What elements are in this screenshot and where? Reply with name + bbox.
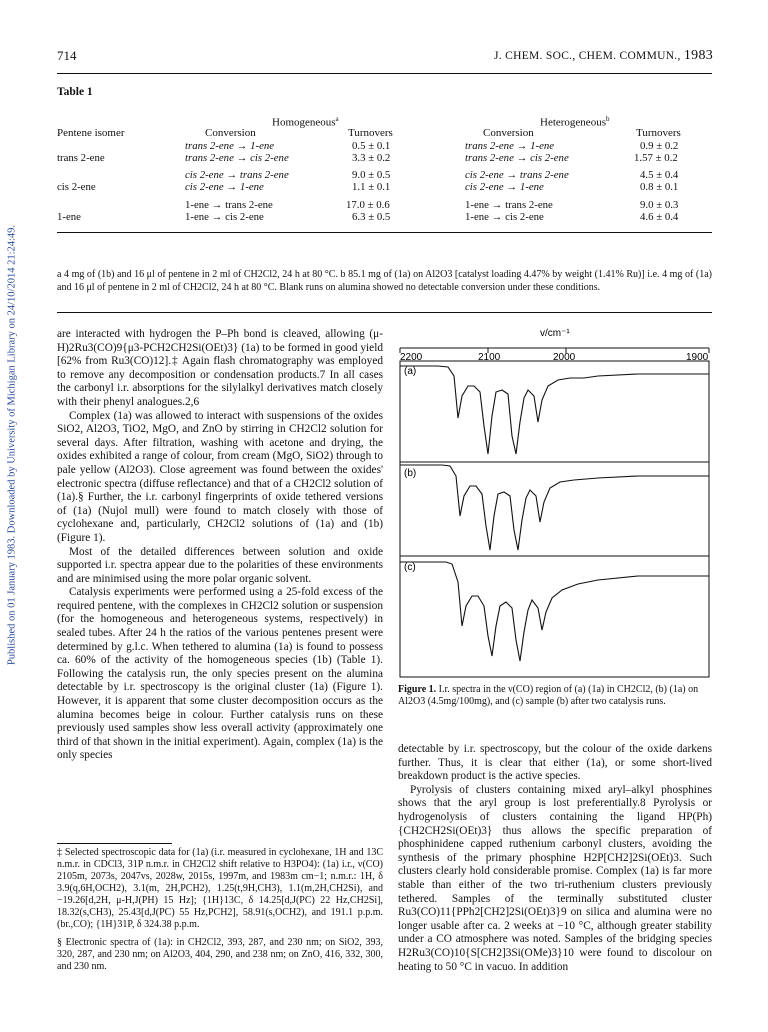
right-column	[398, 743, 712, 974]
table-col-het-conversion: Conversion	[483, 127, 534, 139]
table-cell-het-turn: 1.57 ± 0.2	[634, 152, 678, 164]
table-cell-het-turn: 0.9 ± 0.2	[640, 140, 679, 152]
table-col-het-turnovers: Turnovers	[636, 127, 681, 139]
footnote-electronic: § Electronic spectra of (1a): in CH2Cl2, 393, 287, and 230 nm; on SiO2, 393, 320, 287, and 230 nm; on Al2O3, 404, 290, and 238 nm; on ZnO, 416, 332, 300, and 230 nm.	[57, 937, 383, 972]
spectrum-trace-a	[400, 366, 709, 454]
table-group-heterogeneous	[540, 115, 609, 129]
panel-label-b: (b)	[404, 468, 417, 479]
plot-frame	[400, 361, 709, 677]
table-bottom-rule	[57, 232, 712, 233]
table-row-isomer: cis 2-ene	[57, 181, 96, 193]
figure-caption	[398, 684, 712, 708]
table-cell-het-turn: 4.5 ± 0.4	[640, 169, 679, 181]
table-cell-het-conv: cis 2-ene → trans 2-ene	[465, 169, 569, 181]
table-cell-hom-turn: 0.5 ± 0.1	[352, 140, 391, 152]
table-cell-het-turn: 4.6 ± 0.4	[640, 211, 679, 223]
left-column	[57, 328, 383, 763]
table-end-rule	[57, 312, 712, 313]
paragraph: Catalysis experiments were performed using a 25-fold excess of the required pentene, with the complexes in CH2Cl2 solution or suspension (for the homogeneous and heterogeneous systems, respectively) in sealed tubes. After 24 h the ratios of the various pentenes present were determined by g.l.c. When tethered to alumina (1a) is found to possess ca. 60% of the activity of the homogeneous species (1b) (Table 1). Following the catalysis run, the only species present on the alumina detectable by i.r. spectroscopy is the original cluster (1a) (Figure 1). However, it is apparent that some cluster decomposition occurs as the alumina becomes beige in colour. Further catalysis runs on these previously used samples show less overall activity (approximately one third of that shown in the initial experiment). Again, complex (1a) is the only species	[57, 586, 383, 762]
table-cell-hom-conv: cis 2-ene → trans 2-ene	[185, 169, 289, 181]
homogeneous-mark: a	[335, 115, 339, 123]
table-cell-hom-conv: 1-ene → trans 2-ene	[185, 199, 273, 211]
table-title: Table 1	[57, 86, 93, 98]
footnote-spectroscopy: ‡ Selected spectroscopic data for (1a) (i.r. measured in cyclohexane, 1H and 13C n.m.r. in CDCl3, 31P n.m.r. in CH2Cl2 shift relative to H3PO4): (1a) i.r., ν(CO) 2105m, 2073s, 2047vs, 2028w, 2015s, 1997m, and 1983m cm−1; n.m.r.: 1H, δ 3.9(q,6H,OCH2), 3.1(m, 2H,PCH2), 1.25(t,9H,CH3), 1.1(m,2H,CH2Si), and −19.26[d,2H, μ-H,J(PH) 15 Hz]; {1H}13C, δ 14.25[d,J(PC) 22 Hz,CH2Si], 18.32(s,CH3), 25.43[d,J(PC) 55 Hz,PCH2], 58.91(s,OCH2), and 191.1 p.p.m. (br.,CO); {1H}31P, δ 324.38 p.p.m.	[57, 847, 383, 930]
panel-label-a: (a)	[404, 366, 417, 377]
journal-name: J. CHEM. SOC., CHEM. COMMUN.,	[494, 50, 681, 62]
footnote-rule	[57, 843, 172, 844]
table-cell-hom-turn: 9.0 ± 0.5	[352, 169, 391, 181]
table-cell-hom-turn: 1.1 ± 0.1	[352, 181, 391, 193]
table-group-homogeneous	[272, 115, 339, 129]
axis-label: v/cm⁻¹	[540, 328, 570, 339]
heterogeneous-mark: b	[605, 115, 610, 123]
table-col-hom-turnovers: Turnovers	[348, 127, 393, 139]
journal-header	[494, 48, 713, 64]
table-cell-het-conv: cis 2-ene → 1-ene	[465, 181, 544, 193]
tick-label: 2000	[553, 352, 576, 363]
table-col-isomer: Pentene isomer	[57, 127, 125, 139]
download-watermark-text: Published on 01 January 1983. Downloaded by University of Michigan Library on 24/10/2014 21:24:49.	[6, 224, 18, 666]
table-cell-hom-turn: 6.3 ± 0.5	[352, 211, 391, 223]
table-cell-het-conv: 1-ene → cis 2-ene	[465, 211, 544, 223]
table-cell-het-conv: 1-ene → trans 2-ene	[465, 199, 553, 211]
table-row-isomer: 1-ene	[57, 211, 81, 223]
spectrum-trace-c	[400, 562, 709, 661]
tick-label: 2100	[478, 352, 501, 363]
tick-label: 2200	[400, 352, 423, 363]
table-cell-hom-conv: cis 2-ene → 1-ene	[185, 181, 264, 193]
ir-spectra-plot	[398, 326, 712, 680]
table-footnote: a 4 mg of (1b) and 16 μl of pentene in 2 ml of CH2Cl2, 24 h at 80 °C. b 85.1 mg of (1a) on Al2O3 [catalyst loading 4.47% by weight (1.41% Ru)] i.e. 4 mg of (1a) and 16 μl of pentene in 2 ml of CH2Cl2, 24 h at 80 °C. Blank runs on alumina showed no detectable conversion under these conditions.	[57, 269, 712, 293]
table-col-hom-conversion: Conversion	[205, 127, 256, 139]
header-rule	[57, 73, 712, 74]
table-cell-hom-turn: 3.3 ± 0.2	[352, 152, 391, 164]
homogeneous-label: Homogeneous	[272, 116, 336, 129]
caption-label: Figure 1.	[398, 684, 437, 695]
paragraph: are interacted with hydrogen the P–Ph bond is cleaved, allowing (μ-H)2Ru3(CO)9{μ3-PCH2CH2Si(OEt)3} (1a) to be formed in good yield [62% from Ru3(CO)12].‡ Again flash chromatography was employed to remove any decomposition or condensation products.7 In all cases the carbonyl i.r. absorptions for the silylalkyl derivatives match closely with their phenyl analogues.2,6	[57, 328, 383, 408]
journal-year: 1983	[683, 48, 714, 63]
paragraph: Complex (1a) was allowed to interact with suspensions of the oxides SiO2, Al2O3, TiO2, MgO, and ZnO by stirring in CH2Cl2 solution for several days. After filtration, washing with acetone and drying, the oxides exhibited a range of colour, from cream (MgO, SiO2) through to pale yellow (Al2O3). Close agreement was found between the oxides' electronic spectra (diffuse reflectance) and that of a CH2Cl2 solution of (1a).§ Further, the i.r. carbonyl fingerprints of oxide tethered versions of (1a) (Nujol mull) were found to match closely with those of cyclohexane and, particularly, CH2Cl2 solutions of (1a) and (1b) (Figure 1).	[57, 409, 383, 544]
caption-text: I.r. spectra in the ν(CO) region of (a) (1a) in CH2Cl2, (b) (1a) on Al2O3 (4.5mg/100mg), and (c) sample (b) after two catalysis runs.	[398, 684, 699, 707]
table-cell-het-conv: trans 2-ene → 1-ene	[465, 140, 555, 152]
table-cell-hom-conv: trans 2-ene → 1-ene	[185, 140, 275, 152]
table-cell-hom-conv: 1-ene → cis 2-ene	[185, 211, 264, 223]
ir-spectra-figure	[398, 326, 712, 680]
paragraph: Pyrolysis of clusters containing mixed aryl–alkyl phosphines shows that the aryl group is lost preferentially.8 Pyrolysis or hydrogenolysis of clusters containing the ligand HP(Ph){CH2CH2Si(OEt)3} thus allows the specific preparation of phosphinidene capped ruthenium carbonyl clusters, avoiding the synthesis of the primary phosphine H2P[CH2]2Si(OEt)3. Such clusters clearly hold considerable promise. Complex (1a) is far more stable than either of the two tri-ruthenium clusters previously tethered. Samples of the terminally substituted cluster Ru3(CO)11{PPh2[CH2]2Si(OEt)3}9 on silica and alumina were no longer usable after ca. 2 weeks at −10 °C, although greater stability under a CO atmosphere was noted. Samples of the bridging species H2Ru3(CO)10{S[CH2]3Si(OMe)3}10 were found to discolour on heating to 50 °C in vacuo. In addition	[398, 783, 712, 973]
table-cell-het-conv: trans 2-ene → cis 2-ene	[465, 152, 569, 164]
panel-label-c: (c)	[404, 562, 416, 573]
page-number: 714	[57, 48, 77, 63]
paragraph: Most of the detailed differences between solution and oxide supported i.r. spectra appear due to the polarities of these environments and are minimised using the more polar organic solvent.	[57, 545, 383, 585]
table-cell-hom-turn: 17.0 ± 0.6	[346, 199, 390, 211]
spectrum-trace-b	[400, 465, 709, 550]
paragraph: detectable by i.r. spectroscopy, but the colour of the oxide darkens further. Thus, it is clear that either (1a), or some short-lived breakdown product is the active species.	[398, 743, 712, 783]
table-cell-het-turn: 0.8 ± 0.1	[640, 181, 679, 193]
table-row-isomer: trans 2-ene	[57, 152, 105, 164]
footnotes	[57, 847, 383, 979]
heterogeneous-label: Heterogeneous	[540, 116, 606, 129]
tick-label: 1900	[686, 352, 709, 363]
table-cell-het-turn: 9.0 ± 0.3	[640, 199, 679, 211]
download-watermark	[4, 185, 20, 705]
table-cell-hom-conv: trans 2-ene → cis 2-ene	[185, 152, 289, 164]
